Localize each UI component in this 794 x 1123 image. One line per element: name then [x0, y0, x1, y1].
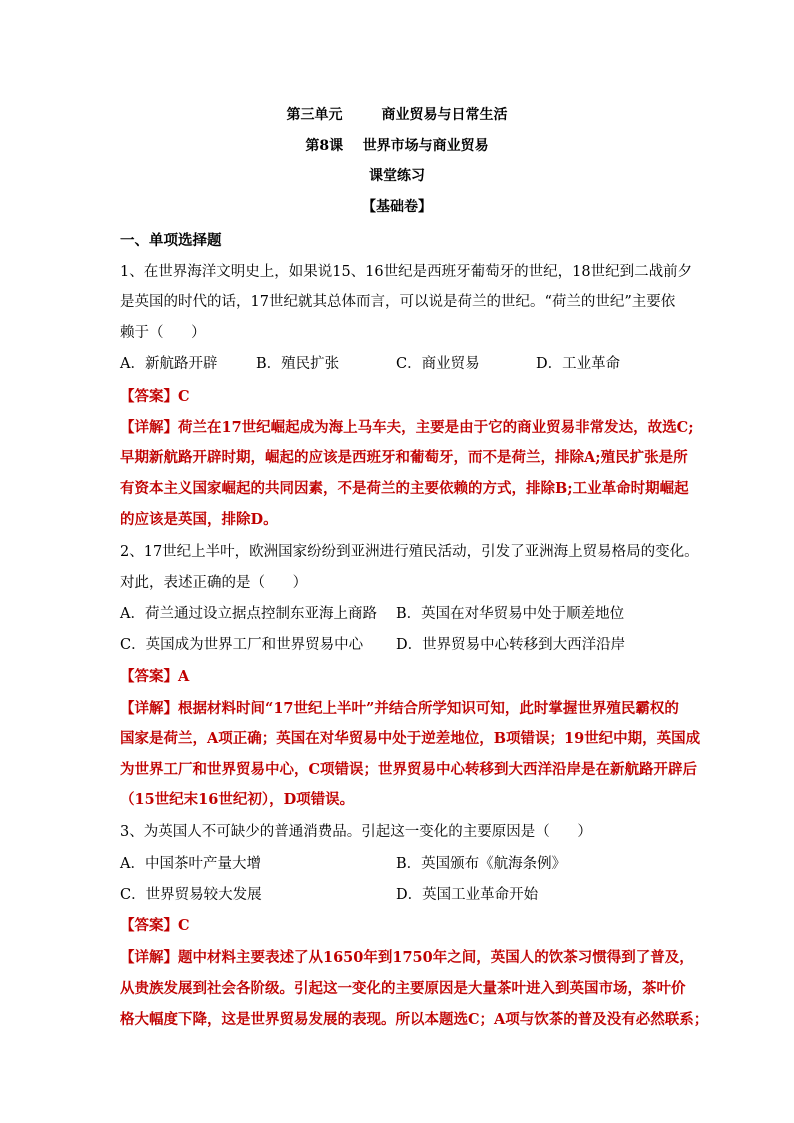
q2-option-a: A．荷兰通过设立据点控制东亚海上商路 [120, 606, 377, 622]
q3-option-b: B．英国颁布《航海条例》 [396, 856, 567, 872]
q2-option-d: D．世界贸易中心转移到大西洋沿岸 [396, 637, 626, 653]
answer-value: C [178, 388, 190, 405]
q1-detail-line [120, 416, 694, 437]
q2-stem-line: 对此，表述正确的是（ ） [120, 575, 308, 591]
q1-option-c: C．商业贸易 [396, 356, 480, 372]
q3-detail-line: 格大幅度下降，这是世界贸易发展的表现。所以本题选C；A项与饮茶的普及没有必然联系； [120, 1011, 709, 1028]
answer-value: C [178, 917, 190, 934]
q1-detail-line: 的应该是英国，排除D。 [120, 511, 278, 528]
q2-stem-line: 2、17世纪上半叶，欧洲国家纷纷到亚洲进行殖民活动，引发了亚洲海上贸易格局的变化。 [120, 544, 699, 560]
q3-option-d: D．英国工业革命开始 [396, 887, 539, 903]
q3-detail-line: 从贵族发展到社会各阶级。引起这一变化的主要原因是大量茶叶进入到英国市场，茶叶价 [120, 980, 686, 997]
answer-label: 【答案】 [120, 388, 178, 405]
level-label: 【基础卷】 [362, 199, 432, 215]
detail-text: 荷兰在17世纪崛起成为海上马车夫，主要是由于它的商业贸易非常发达，故选C; [178, 419, 694, 436]
detail-text: 根据材料时间“17世纪上半叶”并结合所学知识可知，此时掌握世界殖民霸权的 [178, 700, 679, 717]
q2-detail-line: 国家是荷兰，A项正确；英国在对华贸易中处于逆差地位，B项错误；19世纪中期，英国成 [120, 730, 701, 747]
q2-option-c: C．英国成为世界工厂和世界贸易中心 [120, 637, 364, 653]
answer-label: 【答案】 [120, 668, 178, 685]
q3-answer [120, 914, 190, 935]
answer-label: 【答案】 [120, 917, 178, 934]
q2-detail-line: （15世纪末16世纪初），D项错误。 [120, 791, 355, 808]
section-heading: 一、单项选择题 [120, 232, 222, 249]
answer-value: A [178, 668, 190, 685]
q3-option-c: C．世界贸易较大发展 [120, 887, 262, 903]
q1-answer [120, 385, 190, 406]
detail-label: 【详解】 [120, 700, 178, 717]
q2-detail-line [120, 697, 679, 718]
q3-detail-line [120, 946, 694, 967]
q1-stem-line: 是英国的时代的话，17世纪就其总体而言，可以说是荷兰的世纪。“荷兰的世纪”主要依 [120, 294, 676, 310]
q1-detail-line: 早期新航路开辟时期，崛起的应该是西班牙和葡萄牙，而不是荷兰，排除A;殖民扩张是所 [120, 449, 688, 466]
q2-detail-line: 为世界工厂和世界贸易中心，C项错误；世界贸易中心转移到大西洋沿岸是在新航路开辟后 [120, 761, 698, 778]
q2-answer [120, 665, 189, 686]
q1-option-a: A．新航路开辟 [120, 356, 218, 372]
q1-detail-line: 有资本主义国家崛起的共同因素，不是荷兰的主要依赖的方式，排除B;工业革命时期崛起 [120, 480, 689, 497]
subtitle: 课堂练习 [369, 168, 425, 184]
detail-text: 题中材料主要表述了从1650年到1750年之间，英国人的饮茶习惯得到了普及， [178, 949, 694, 966]
q1-stem-line: 赖于（ ） [120, 325, 206, 341]
q1-stem-line: 1、在世界海洋文明史上，如果说15、16世纪是西班牙葡萄牙的世纪，18世纪到二战前夕 [120, 264, 693, 280]
unit-title: 第三单元 商业贸易与日常生活 [286, 107, 508, 123]
q1-option-b: B．殖民扩张 [256, 356, 340, 372]
q3-stem-line: 3、为英国人不可缺少的普通消费品。引起这一变化的主要原因是（ ） [120, 824, 592, 840]
lesson-title: 第8课 世界市场与商业贸易 [305, 138, 489, 154]
detail-label: 【详解】 [120, 419, 178, 436]
q1-option-d: D．工业革命 [536, 356, 621, 372]
detail-label: 【详解】 [120, 949, 178, 966]
q2-option-b: B．英国在对华贸易中处于顺差地位 [396, 606, 625, 622]
q3-option-a: A．中国茶叶产量大增 [120, 856, 261, 872]
